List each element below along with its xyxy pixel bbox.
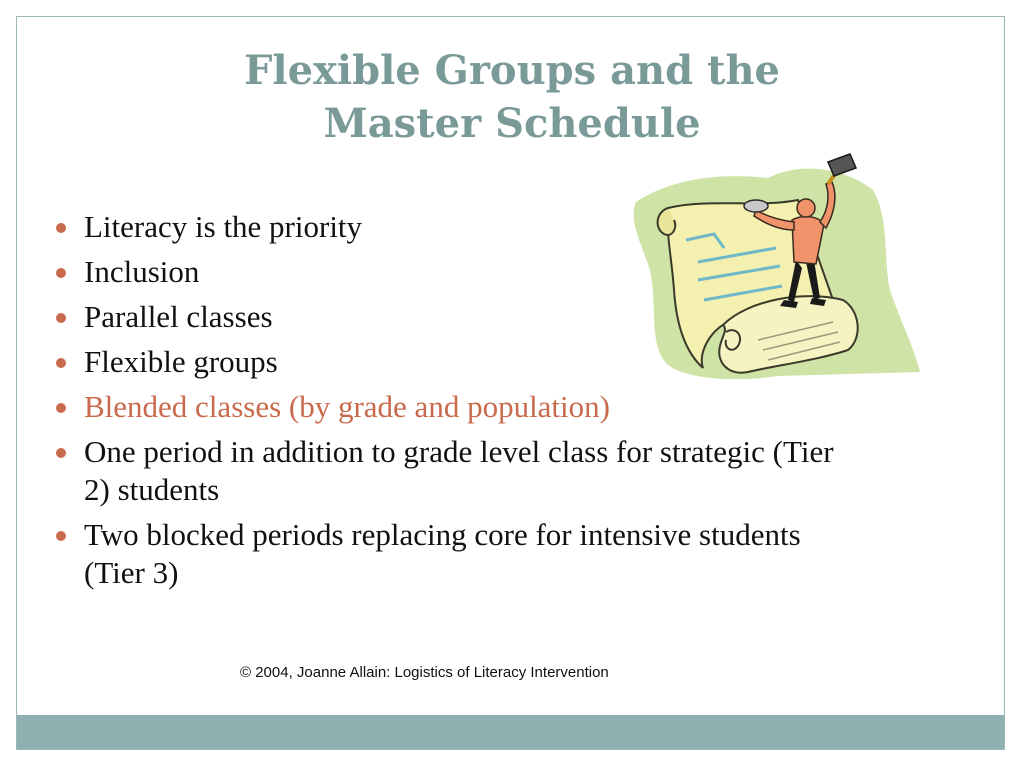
bullet-dot-icon xyxy=(56,531,66,541)
person-head xyxy=(797,199,815,217)
slide-title-line-2: Master Schedule xyxy=(323,100,701,147)
copyright-footer: © 2004, Joanne Allain: Logistics of Literacy Intervention xyxy=(240,664,609,681)
bullet-text: Literacy is the priority xyxy=(84,209,363,244)
bullet-dot-icon xyxy=(56,358,66,368)
person-with-hammer-on-scroll-icon xyxy=(628,150,924,386)
bullet-dot-icon xyxy=(56,448,66,458)
bullet-item xyxy=(56,516,836,592)
bullet-dot-icon xyxy=(56,268,66,278)
footer-band xyxy=(17,715,1004,749)
bullet-dot-icon xyxy=(56,403,66,413)
slide-title-line-1: Flexible Groups and the xyxy=(244,47,780,94)
bullet-text: Blended classes (by grade and population) xyxy=(84,389,610,424)
bullet-text: One period in addition to grade level class for strategic (Tier 2) students xyxy=(84,434,834,507)
hammer-icon xyxy=(828,154,856,176)
chisel-icon xyxy=(744,200,768,212)
slide-title xyxy=(0,44,1024,150)
bullet-item-highlighted xyxy=(56,388,836,426)
bullet-item xyxy=(56,433,836,509)
bullet-dot-icon xyxy=(56,223,66,233)
bullet-dot-icon xyxy=(56,313,66,323)
bullet-text: Inclusion xyxy=(84,254,200,289)
bullet-text: Parallel classes xyxy=(84,299,273,334)
bullet-text: Two blocked periods replacing core for intensive students (Tier 3) xyxy=(84,517,801,590)
bullet-text: Flexible groups xyxy=(84,344,278,379)
